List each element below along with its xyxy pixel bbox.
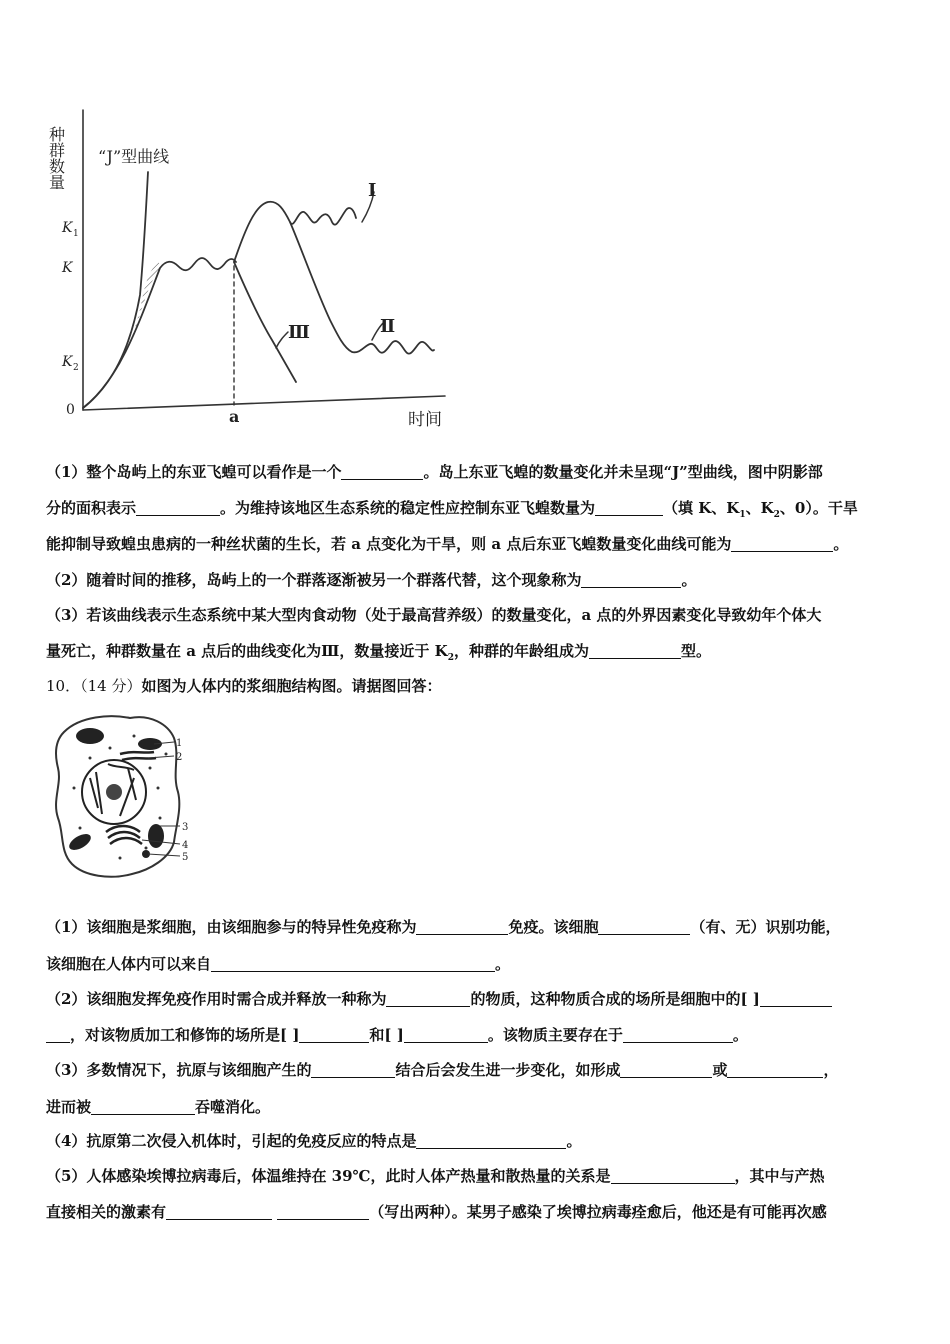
q10-heading	[46, 676, 908, 696]
q9-p1-line1	[46, 462, 908, 482]
q10-p2-text-c: ，对该物质加工和修饰的场所是[ ]	[70, 1026, 300, 1044]
answer-blank[interactable]	[760, 990, 832, 1007]
q10-p5-text-d: （写出两种）。某男子感染了埃博拉病毒痊愈后，他还是有可能再次感	[369, 1203, 827, 1221]
q10-p2-line1	[46, 989, 908, 1009]
q10-p4-text-b: 。	[566, 1132, 582, 1150]
answer-blank[interactable]	[404, 1026, 488, 1043]
q9-p1-text-h: 能抑制导致蝗虫患病的一种丝状菌的生长，若 a 点变化为干旱，则 a 点后东亚飞蝗数量变化曲线可能为	[46, 535, 732, 553]
subscript: 1	[739, 510, 746, 520]
answer-blank[interactable]	[416, 918, 508, 935]
q10-p3-text-b: 结合后会发生进一步变化，如形成	[395, 1061, 621, 1079]
tick-k2-sub: 2	[73, 363, 79, 373]
q10-p3-text-d: ，	[823, 1061, 839, 1079]
curve-ii-label: Ⅱ	[380, 316, 396, 337]
q10-p2-text-a: （2）该细胞发挥免疫作用时需合成并释放一种称为	[46, 990, 387, 1008]
j-curve-label: “J”型曲线	[98, 147, 170, 166]
answer-blank[interactable]	[611, 1167, 735, 1184]
q10-p4-line	[46, 1131, 908, 1151]
q10-p1-text-b: 免疫。该细胞	[508, 918, 599, 936]
q9-p3-text-a: （3）若该曲线表示生态系统中某大型肉食动物（处于最高营养级）的数量变化，a 点的外界因素变化导致幼年个体大	[46, 606, 822, 624]
q9-p1-text-g: 、0）。干旱	[779, 499, 858, 517]
q9-p1-text-c: 分的面积表示	[46, 499, 137, 517]
mitochondrion	[76, 728, 104, 744]
mitochondrion	[148, 824, 164, 848]
q9-p1-line3	[46, 534, 908, 554]
nucleolus	[106, 784, 122, 800]
answer-blank[interactable]	[598, 918, 690, 935]
q10-p5-text-b: ，其中与产热	[734, 1167, 825, 1185]
endoplasmic-reticulum	[120, 752, 156, 760]
golgi-apparatus	[106, 826, 142, 844]
q10-p5-line2	[46, 1202, 908, 1222]
answer-blank[interactable]	[277, 1203, 369, 1220]
q10-p1-text-a: （1）该细胞是浆细胞，由该细胞参与的特异性免疫称为	[46, 918, 417, 936]
answer-blank[interactable]	[166, 1203, 272, 1220]
j-curve	[83, 172, 148, 408]
tick-k: K	[62, 260, 73, 276]
q10-p2-text-b: 的物质，这种物质合成的场所是细胞中的[ ]	[470, 990, 760, 1008]
answer-blank[interactable]	[416, 1132, 566, 1149]
origin-label: 0	[66, 402, 75, 418]
subscript: 2	[447, 653, 454, 663]
population-curve-figure	[46, 100, 470, 440]
q9-p1-text-e: （填 K、K	[663, 499, 740, 517]
curve-iii-label: Ⅲ	[288, 322, 310, 343]
q10-intro: 如图为人体内的浆细胞结构图。请据图回答：	[141, 677, 442, 695]
answer-blank[interactable]	[46, 1026, 70, 1043]
x-axis-label: 时间	[408, 410, 442, 430]
q10-p1-text-c: （有、无）识别功能，	[690, 918, 841, 936]
q10-p1-line2	[46, 954, 908, 974]
q9-p1-text-a: （1）整个岛屿上的东亚飞蝗可以看作是一个	[46, 463, 342, 481]
fig-label-2: 2	[176, 752, 183, 763]
question-number: 10．（14 分）	[46, 677, 142, 695]
q10-p2-line2	[46, 1025, 908, 1045]
answer-blank[interactable]	[341, 463, 423, 480]
q9-p2-line	[46, 570, 908, 590]
q10-p3-text-c: 或	[712, 1061, 728, 1079]
q9-p1-text-d: 。为维持该地区生态系统的稳定性应控制东亚飞蝗数量为	[220, 499, 596, 517]
curve-iii-pointer	[276, 332, 288, 348]
mitochondrion	[67, 831, 94, 853]
q10-p1-line1	[46, 917, 908, 937]
q9-p1-text-i: 。	[833, 535, 849, 553]
q10-p1-text-d: 该细胞在人体内可以来自	[46, 955, 212, 973]
q10-p3-text-a: （3）多数情况下，抗原与该细胞产生的	[46, 1061, 312, 1079]
q10-p3-text-e: 进而被	[46, 1098, 92, 1116]
tick-k1: K	[62, 220, 73, 236]
q10-p2-text-e: 。该物质主要存在于	[487, 1026, 623, 1044]
curve-iii	[234, 262, 296, 382]
q10-p2-text-d: 和[ ]	[369, 1026, 404, 1044]
answer-blank[interactable]	[211, 955, 495, 972]
answer-blank[interactable]	[727, 1061, 823, 1078]
tick-k2: K	[62, 354, 73, 370]
q10-p3-line2	[46, 1097, 908, 1117]
answer-blank[interactable]	[595, 499, 663, 516]
fig-label-4: 4	[182, 840, 189, 851]
q9-p1-text-b: 。岛上东亚飞蝗的数量变化并未呈现“J”型曲线，图中阴影部	[423, 463, 823, 481]
q9-p3-text-b: 量死亡，种群数量在 a 点后的曲线变化为Ⅲ，数量接近于 K	[46, 642, 448, 660]
subscript: 2	[773, 510, 780, 520]
q9-p2-text-a: （2）随着时间的推移，岛屿上的一个群落逐渐被另一个群落代替，这个现象称为	[46, 571, 582, 589]
answer-blank[interactable]	[386, 990, 470, 1007]
q10-p5-text-c: 直接相关的激素有	[46, 1203, 167, 1221]
q10-p3-text-f: 吞噬消化。	[195, 1098, 271, 1116]
q9-p2-text-b: 。	[681, 571, 697, 589]
answer-blank[interactable]	[91, 1098, 195, 1115]
s-curve	[83, 258, 236, 408]
answer-blank[interactable]	[299, 1026, 369, 1043]
q9-p3-line2	[46, 641, 908, 668]
q10-p5-line1	[46, 1166, 908, 1186]
q9-p1-text-f: 、K	[745, 499, 774, 517]
q9-p3-text-d: 型。	[680, 642, 711, 660]
x-axis	[83, 396, 445, 410]
answer-blank[interactable]	[136, 499, 220, 516]
curve-ii	[290, 222, 434, 354]
shaded-area	[102, 262, 162, 388]
answer-blank[interactable]	[589, 642, 681, 659]
tick-k1-sub: 1	[73, 229, 79, 239]
answer-blank[interactable]	[731, 535, 833, 552]
curve-i-label: Ⅰ	[368, 180, 377, 201]
answer-blank[interactable]	[623, 1026, 733, 1043]
q9-p1-line2	[46, 498, 908, 525]
answer-blank[interactable]	[620, 1061, 712, 1078]
y-axis-label: 种群数量	[46, 126, 66, 190]
q9-p3-line1	[46, 605, 908, 625]
q9-p3-text-c: ，种群的年龄组成为	[453, 642, 589, 660]
answer-blank[interactable]	[311, 1061, 395, 1078]
q10-p5-text-a: （5）人体感染埃博拉病毒后，体温维持在 39℃，此时人体产热量和散热量的关系是	[46, 1167, 611, 1185]
fig-label-1: 1	[176, 738, 183, 749]
q10-p4-text-a: （4）抗原第二次侵入机体时，引起的免疫反应的特点是	[46, 1132, 417, 1150]
fig-label-5: 5	[182, 852, 189, 863]
answer-blank[interactable]	[581, 571, 681, 588]
point-a-label: a	[229, 407, 240, 426]
fig-label-3: 3	[182, 822, 189, 833]
q10-p1-text-e: 。	[495, 955, 511, 973]
q10-p3-line1	[46, 1060, 908, 1080]
q10-p2-text-f: 。	[732, 1026, 748, 1044]
plasma-cell-figure	[50, 708, 200, 888]
